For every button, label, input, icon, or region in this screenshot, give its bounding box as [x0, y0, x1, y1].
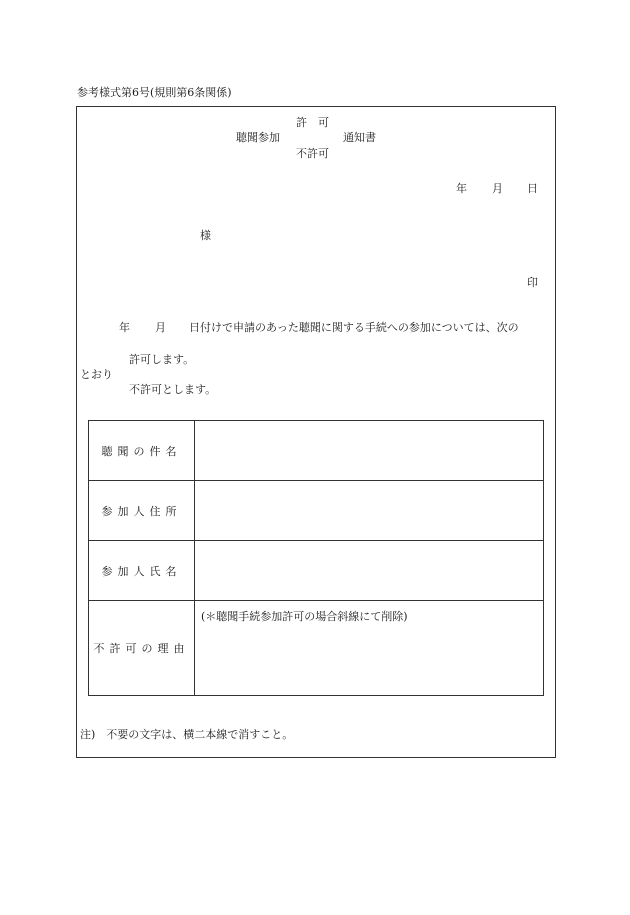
participant-name-label: 参加人氏名: [89, 541, 195, 601]
body-month: 月: [155, 321, 166, 334]
body-connector: とおり: [80, 368, 113, 381]
footnote: 注) 不要の文字は、横二本線で消すこと。: [80, 728, 294, 741]
body-sentence: 日付けで申請のあった聴聞に関する手続への参加については、次の: [189, 321, 519, 334]
title-notice: 通知書: [343, 131, 376, 144]
participant-name-field: [195, 541, 544, 601]
title-deny-option: 不許可: [296, 147, 329, 160]
addressee-suffix: 様: [200, 229, 211, 242]
table-row: [89, 601, 544, 696]
date-month: 月: [492, 182, 503, 195]
body-year: 年: [119, 321, 130, 334]
title-hearing-participation: 聴聞参加: [236, 131, 280, 144]
table-row: [89, 421, 544, 481]
date-day: 日: [527, 182, 538, 195]
participant-address-label: 参加人住所: [89, 481, 195, 541]
title-permit-option: 許 可: [296, 116, 329, 129]
body-option-deny: 不許可とします。: [129, 383, 217, 396]
form-number-label: 参考様式第6号(規則第6条関係): [77, 86, 232, 99]
participant-address-field: [195, 481, 544, 541]
denial-reason-note: (＊聴聞手続参加許可の場合斜線にて削除): [201, 610, 408, 623]
table-row: [89, 481, 544, 541]
denial-reason-field: [195, 601, 544, 696]
table-row: [89, 541, 544, 601]
details-table: [88, 420, 544, 696]
hearing-case-field: [195, 421, 544, 481]
denial-reason-label: 不許可の理由: [89, 601, 195, 696]
hearing-case-label: 聴聞の件名: [89, 421, 195, 481]
seal-mark: 印: [527, 276, 538, 289]
date-year: 年: [456, 182, 467, 195]
body-option-permit: 許可します。: [129, 353, 195, 366]
